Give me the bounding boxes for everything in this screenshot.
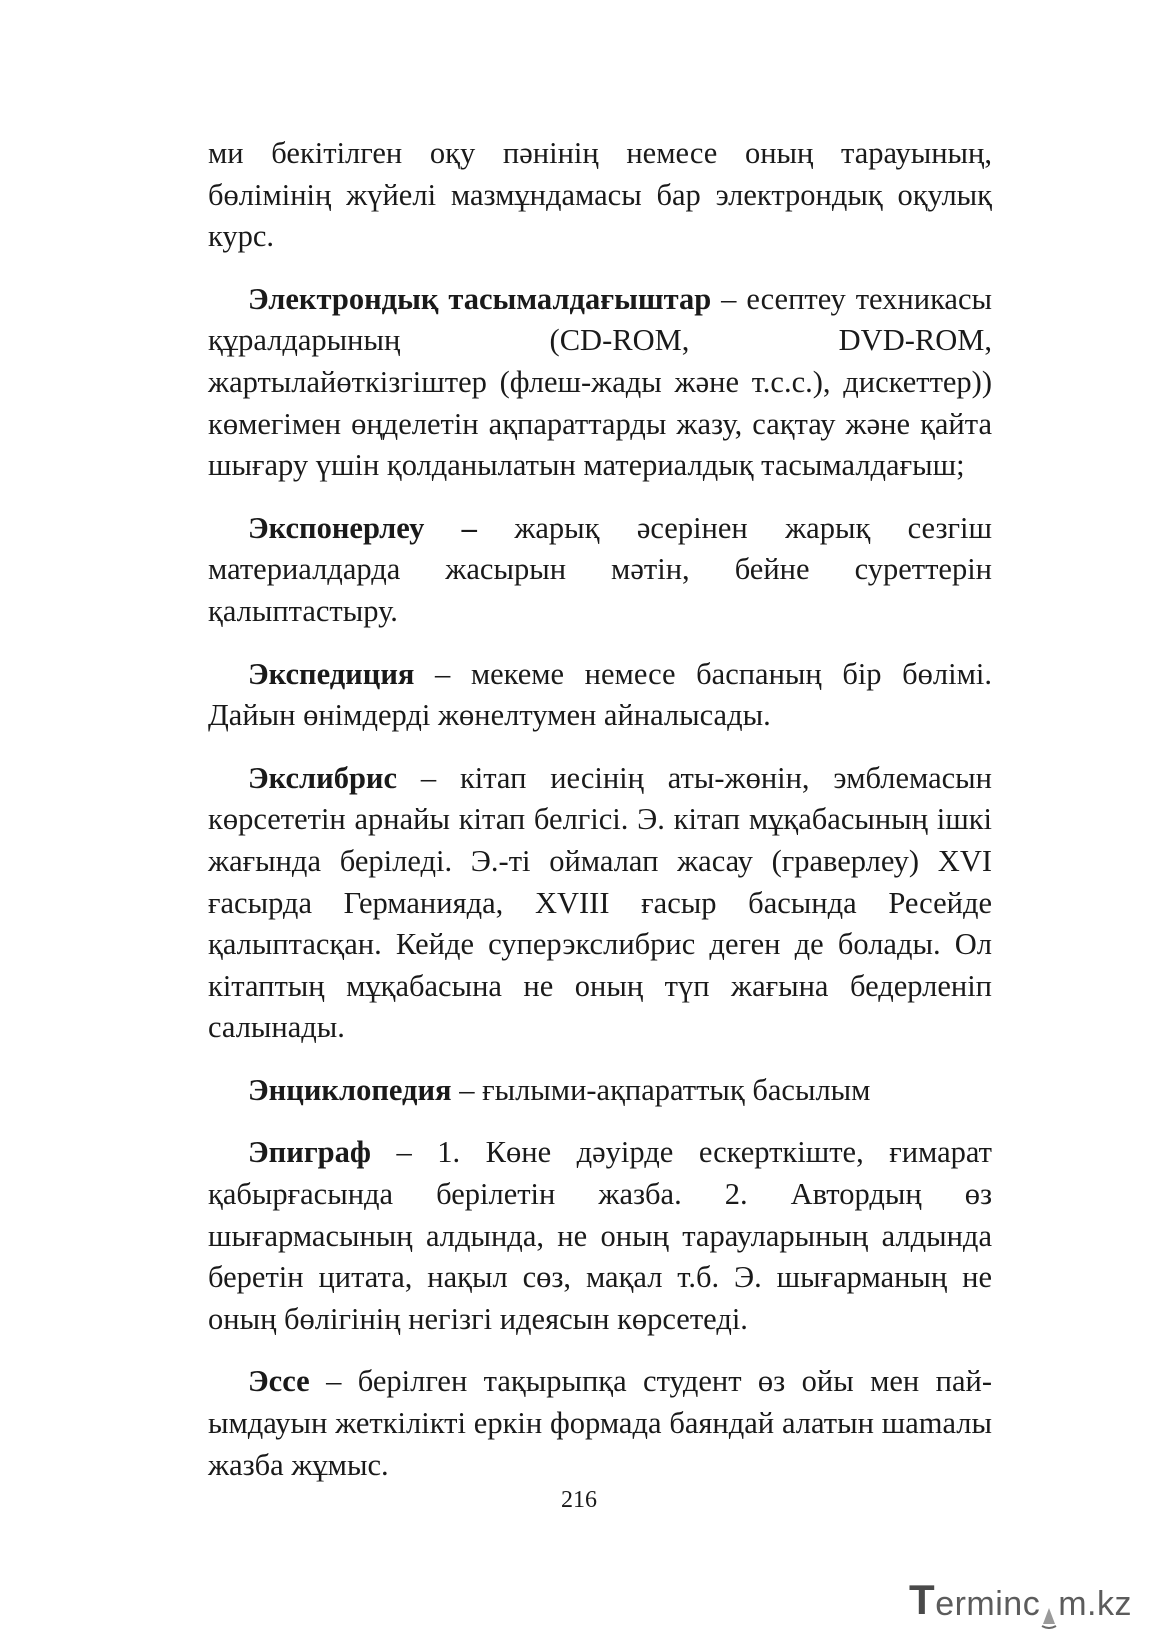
entry-definition: жарық әсерінен жарық сезгіш материалдарда жасырын мәтін, бейне суреттерін қалыптастыру. (208, 510, 992, 628)
entry-definition: 1. Көне дәуірде ескерткіште, ғимарат қабырғасында берілетін жазба. 2. Автордың өз шығармасының алдында, не оның тарауларының алдында беретін цитата, нақыл сөз, мақал т.б. Э. шығарманың не оның бөлігінің негізгі идеясын көрсетеді. (208, 1135, 992, 1336)
entry-term: Экспедиция (248, 656, 415, 691)
watermark-text-middle: erminc (935, 1585, 1041, 1623)
entry-separator: – (309, 1364, 358, 1399)
entry-separator: – (711, 281, 747, 316)
paragraph-text: ми бекітілген оқу пәнінің немесе оның тарауының, бөлімінің жүйелі мазмұндамасы бар электрондық оқулық курс. (208, 136, 992, 254)
entry-definition: ғылыми-ақпараттық басылым (482, 1072, 871, 1107)
entry-encyclopedia (208, 1070, 992, 1112)
watermark-initial: T (909, 1576, 936, 1623)
entry-epigraph (208, 1132, 992, 1340)
entry-term: Эссе (248, 1364, 310, 1399)
entry-exlibris (208, 758, 992, 1049)
entry-term: Эпиграф (248, 1135, 371, 1170)
entry-essay (208, 1361, 992, 1486)
page-number: 216 (561, 1487, 597, 1513)
entry-definition: кітап иесінің аты-жөнін, эмблемасын көрсететін арнайы кітап белгісі. Э. кітап мұқабасының ішкі жағында беріледі. Э.-ті оймалап жасау (граверлеу) XVI ғасырда Германияда, XVIII ғасыр басында Ресейде қалыптасқан. Кейде суперэкслибрис деген де болады. Ол кітаптың мұқабасына не оның түп жағына бедерленіп салынады. (208, 760, 992, 1045)
entry-separator: – (397, 760, 460, 795)
watermark-text-end: m.kz (1058, 1585, 1132, 1623)
entry-exposure (208, 508, 992, 633)
entry-separator (477, 511, 514, 545)
entry-term: Электрондық тасымалдағыштар (248, 281, 712, 316)
entry-definition: есептеу техникасы құралдарының (CD-ROM, DVD-ROM, жартылайөткізгіштер (флеш-жады және т.с.с.), дискеттер)) көмегімен өңделетін ақпараттарды жазу, сақтау және қайта шығару үшін қолданылатын материалдық тасымалдағыш; (208, 281, 992, 483)
entry-definition: берілген тақырыпқа студент өз ойы мен пайымдауын жеткілікті еркін формада баяндай алатын шаmалы жазба жұмыс. (208, 1364, 992, 1482)
entry-term: Экслибрис (248, 760, 398, 795)
entry-separator: – (371, 1135, 438, 1170)
paragraph-continuation (208, 133, 992, 258)
entry-term: Энциклопедия (248, 1072, 452, 1107)
entry-separator: – (451, 1072, 483, 1107)
entry-definition: мекеме немесе баспаның бір бөлімі. Дайын өнімдерді жөнелтумен айналысады. (208, 656, 992, 733)
sail-icon (1041, 1599, 1057, 1621)
entry-term: Экспонерлеу – (248, 510, 477, 545)
entry-separator: – (414, 656, 471, 691)
page-body (208, 133, 992, 1507)
entry-expedition (208, 654, 992, 737)
entry-electronic-carriers (208, 279, 992, 487)
watermark-logo (909, 1571, 1132, 1621)
